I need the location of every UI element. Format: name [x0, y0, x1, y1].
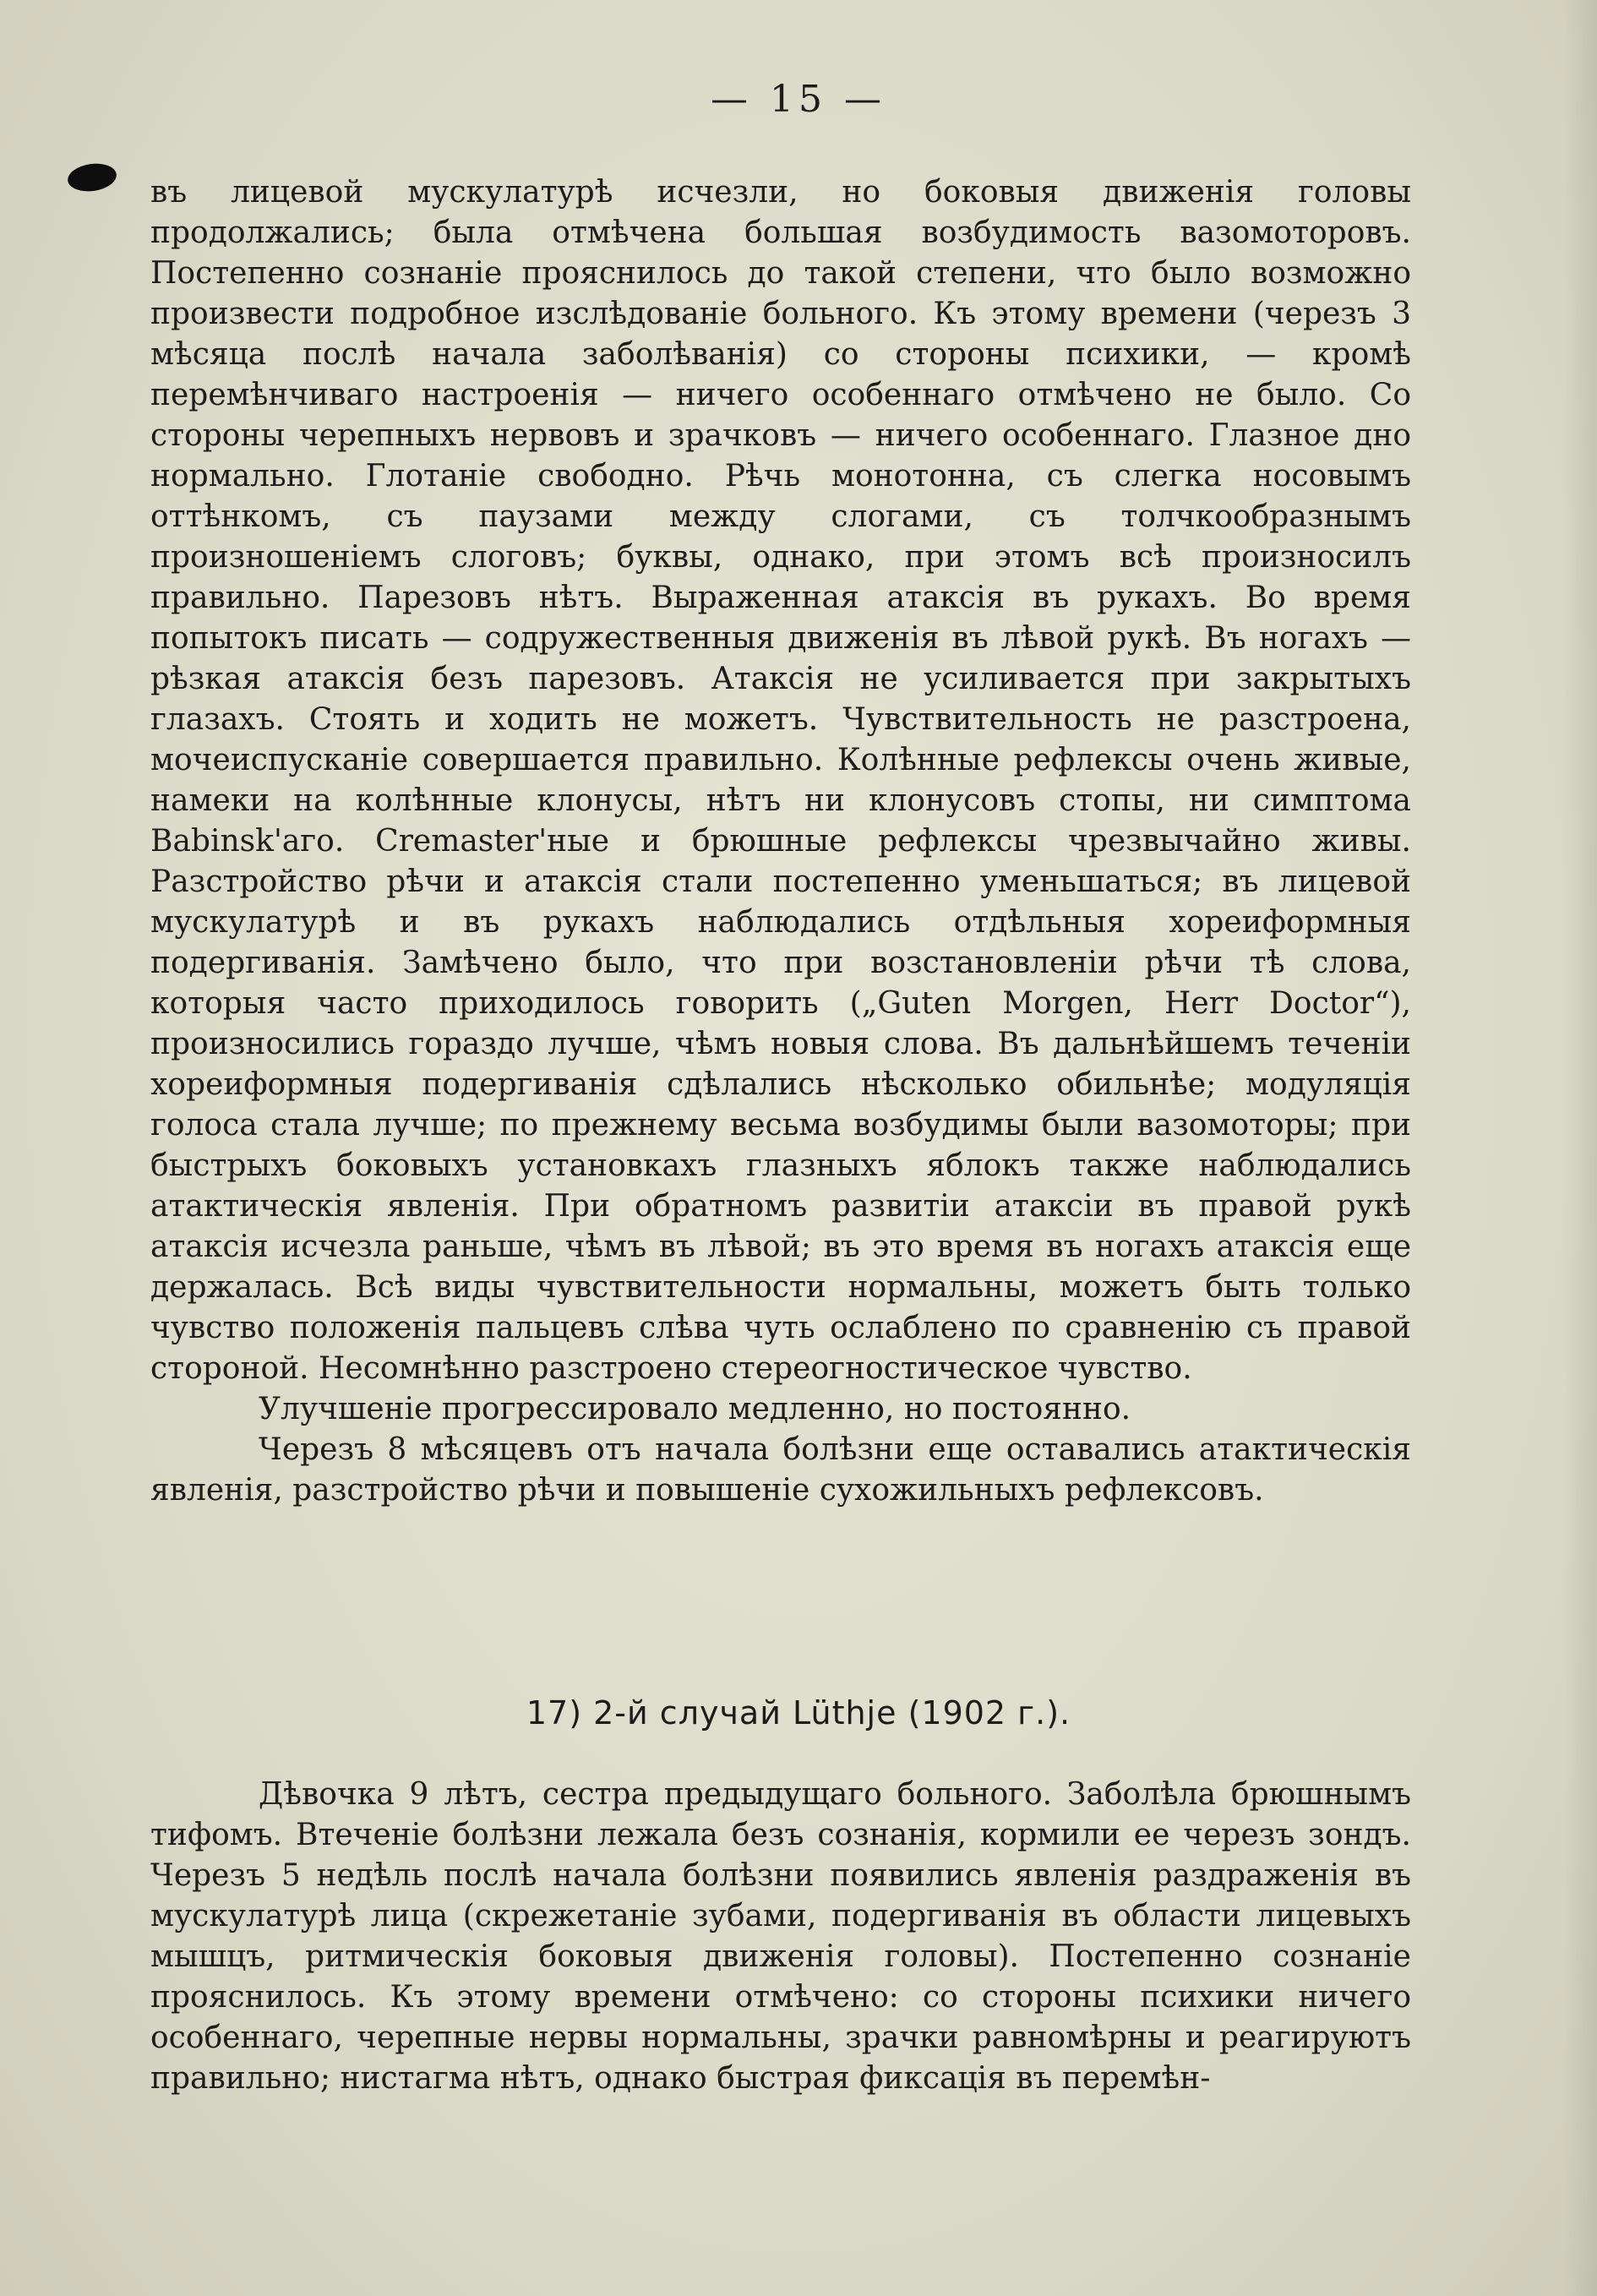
case-17-description: [150, 1775, 1411, 2099]
page-number: — 15 —: [711, 78, 886, 121]
ink-blot: [66, 161, 118, 194]
paragraph-eight-months: Черезъ 8 мѣсяцевъ отъ начала болѣзни еще оставались атактическія явленія, разстройство рѣчи и повышеніе сухожильныхъ рефлексовъ.: [150, 1432, 1411, 1508]
paragraph-case-17: Дѣвочка 9 лѣтъ, сестра предыдущаго больного. Заболѣла брюшнымъ тифомъ. Втеченіе болѣзни лежала безъ сознанія, кормили ее черезъ зондъ. Черезъ 5 недѣль послѣ начала болѣзни появились явленія раздраженія въ мускулатурѣ лица (скрежетаніе зубами, подергиванія въ области лицевыхъ мышцъ, ритмическія боковыя движенія головы). Постепенно сознаніе прояснилось. Къ этому времени отмѣчено: со стороны психики ничего особеннаго, черепные нервы нормальны, зрачки равномѣрны и реагируютъ правильно; нистагма нѣтъ, однако быстрая фиксація въ перемѣн-: [150, 1777, 1411, 2096]
case-description-continued: [150, 172, 1411, 1511]
section-heading-case-17: 17) 2-й случай Lüthje (1902 г.).: [526, 1694, 1071, 1732]
page-edge-shadow: [1563, 0, 1597, 2296]
paragraph-case-16-findings: въ лицевой мускулатурѣ исчезли, но боковыя движенія головы продолжались; была отмѣчена большая возбудимость вазомоторовъ. Постепенно сознаніе прояснилось до такой степени, что было возможно произвести подробное изслѣдованіе больного. Къ этому времени (черезъ 3 мѣсяца послѣ начала заболѣванія) со стороны психики, — кромѣ перемѣнчиваго настроенія — ничего особеннаго отмѣчено не было. Со стороны черепныхъ нервовъ и зрачковъ — ничего особеннаго. Глазное дно нормально. Глотаніе свободно. Рѣчь монотонна, съ слегка носовымъ оттѣнкомъ, съ паузами между слогами, съ толчкообразнымъ произношеніемъ слоговъ; буквы, однако, при этомъ всѣ произносилъ правильно. Парезовъ нѣтъ. Выраженная атаксія въ рукахъ. Во время попытокъ писать — содружественныя движенія въ лѣвой рукѣ. Въ ногахъ — рѣзкая атаксія безъ парезовъ. Атаксія не усиливается при закрытыхъ глазахъ. Стоять и ходить не можетъ. Чувствительность не разстроена, мочеиспусканіе совершается правильно. Колѣнные рефлексы очень живые, намеки на колѣнные клонусы, нѣтъ ни клонусовъ стопы, ни симптома Babinsk'аго. Cremaster'ные и брюшные рефлексы чрезвычайно живы. Разстройство рѣчи и атаксія стали постепенно уменьшаться; въ лицевой мускулатурѣ и въ рукахъ наблюдались отдѣльныя хореиформныя подергиванія. Замѣчено было, что при возстановленіи рѣчи тѣ слова, которыя часто приходилось говорить („Guten Morgen, Herr Doctor“), произносились гораздо лучше, чѣмъ новыя слова. Въ дальнѣйшемъ теченіи хореиформныя подергиванія сдѣлались нѣсколько обильнѣе; модуляція голоса стала лучше; по прежнему весьма возбудимы были вазомоторы; при быстрыхъ боковыхъ установкахъ глазныхъ яблокъ также наблюдались атактическія явленія. При обратномъ развитіи атаксіи въ правой рукѣ атаксія исчезла раньше, чѣмъ въ лѣвой; въ это время въ ногахъ атаксія еще держалась. Всѣ виды чувствительности нормальны, можетъ быть только чувство положенія пальцевъ слѣва чуть ослаблено по сравненію съ правой стороной. Несомнѣнно разстроено стереогностическое чувство.: [150, 175, 1411, 1386]
paragraph-improvement: Улучшеніе прогрессировало медленно, но постоянно.: [259, 1392, 1131, 1426]
